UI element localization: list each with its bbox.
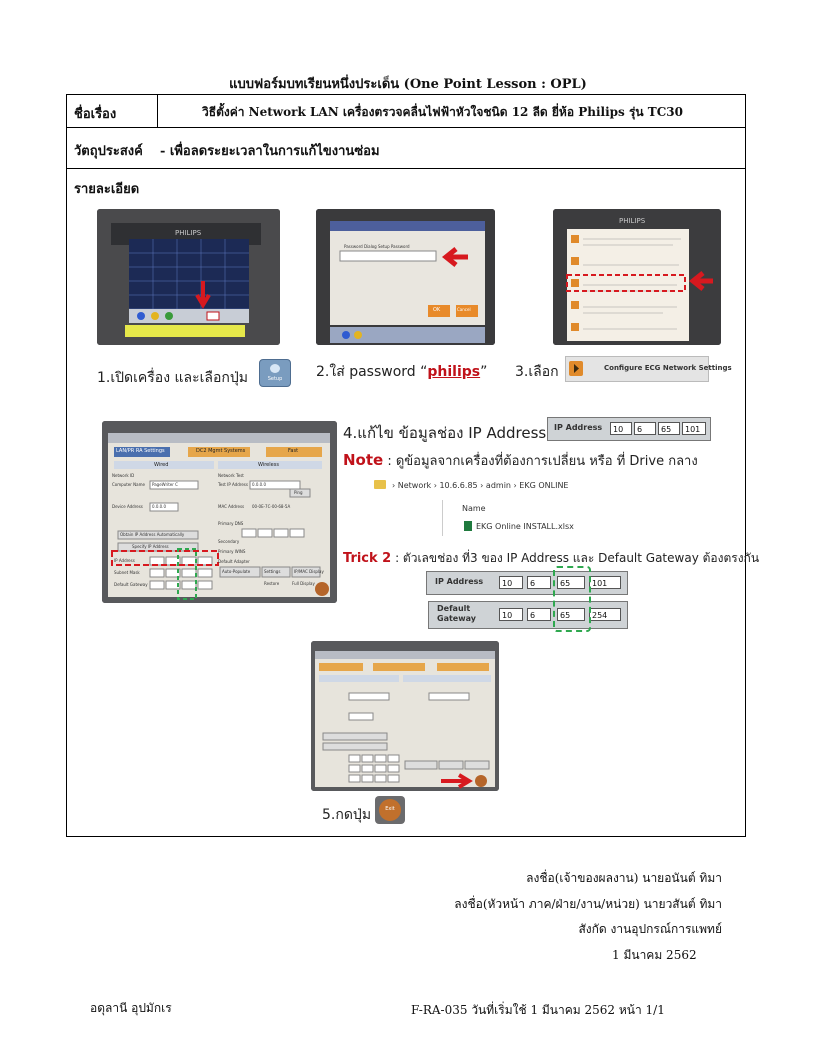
obtain-ip-button[interactable]: Obtain IP Address Automatically xyxy=(120,532,185,537)
setup-button[interactable] xyxy=(259,359,291,387)
brand-text: PHILIPS xyxy=(619,217,646,225)
note-label: Note xyxy=(343,451,384,469)
footer-right: F-RA-035 วันที่เริ่มใช้ 1 มีนาคม 2562 หน้า 1/1 xyxy=(411,1003,665,1017)
photo-ecg-screen xyxy=(97,209,280,345)
network-test-label: Network Test xyxy=(218,473,244,478)
step-1-caption: 1.เปิดเครื่อง และเลือกปุ่ม xyxy=(97,370,248,386)
ok-button[interactable]: OK xyxy=(433,307,441,313)
details-label: รายละเอียด xyxy=(74,182,140,197)
ip-address-example xyxy=(547,417,711,441)
auto-populate-button[interactable]: Auto-Populate xyxy=(222,569,251,574)
configure-ecg-network-button[interactable] xyxy=(565,356,732,382)
divider xyxy=(66,168,746,169)
objective-label: วัตถุประสงค์ xyxy=(74,144,143,159)
default-adapter-label: Default Adapter xyxy=(218,559,250,564)
gw-octet-1: 10 xyxy=(499,608,523,621)
step-2-caption xyxy=(316,361,487,383)
gear-icon xyxy=(270,364,280,373)
ip-address-label: IP Address xyxy=(114,558,135,563)
computer-name-value: PageWriter C xyxy=(152,482,178,487)
photo-password-dialog xyxy=(316,209,495,345)
excel-file-icon xyxy=(464,521,472,531)
ip-octet-3: 65 xyxy=(658,422,680,435)
cancel-button[interactable]: Cancel xyxy=(457,307,471,312)
trick-line xyxy=(343,549,759,568)
subtab-wired[interactable]: Wired xyxy=(154,462,169,468)
tab-mgmt-systems[interactable]: DC2 Mgmt Systems xyxy=(196,448,246,454)
step-3-caption: 3.เลือก xyxy=(515,364,559,380)
path-segment[interactable]: admin xyxy=(485,481,511,490)
trick-text: : ตัวเลขช่อง ที่3 ของ IP Address และ Default Gateway ต้องตรงกัน xyxy=(395,551,760,565)
test-ip-value: 0.0.0.0 xyxy=(252,482,266,487)
primary-wins-label: Primary WINS xyxy=(218,549,246,554)
subnet-mask-label: Subnet Mask xyxy=(114,570,140,575)
ip-octet-1: 10 xyxy=(499,576,523,589)
brand-text: PHILIPS xyxy=(175,229,202,237)
step-2-quote: ” xyxy=(480,364,488,380)
signature-owner: ลงชื่อ(เจ้าของผลงาน) นายอนันต์ ทิมา xyxy=(526,871,722,885)
exit-button[interactable] xyxy=(375,796,405,824)
tab-fast[interactable]: Fast xyxy=(288,448,299,454)
network-id-label: Network ID xyxy=(112,473,135,478)
subtab-wireless[interactable]: Wireless xyxy=(258,462,279,468)
explorer-path: › Network › 10.6.6.85 › admin › EKG ONLINE xyxy=(392,481,569,490)
note-line xyxy=(343,450,698,471)
default-gateway-label: Default Gateway xyxy=(114,582,148,587)
settings-button[interactable]: Settings xyxy=(264,569,281,574)
step-4-caption: 4.แก้ไข ข้อมูลช่อง IP Address xyxy=(343,424,547,442)
photo-network-settings-final xyxy=(311,641,499,791)
configure-ecg-label: Configure ECG Network Settings xyxy=(604,364,732,372)
step-5-caption: 5.กดปุ่ม xyxy=(322,807,372,823)
signature-date: 1 มีนาคม 2562 xyxy=(612,948,697,962)
test-ip-label: Test IP Address xyxy=(218,482,248,487)
path-segment[interactable]: EKG ONLINE xyxy=(519,481,569,490)
password-dialog-title: Password Dialog Setup Password xyxy=(344,244,410,249)
document-title: แบบฟอร์มบทเรียนหนึ่งประเด็น (One Point Lesson : OPL) xyxy=(229,77,587,92)
photo-setup-menu xyxy=(553,209,721,345)
objective-value: - เพื่อลดระยะเวลาในการแก้ไขงานซ่อม xyxy=(160,144,380,159)
tab-lan-settings[interactable]: LAN/PR RA Settings xyxy=(116,448,165,454)
step-2-text: 2.ใส่ password “ xyxy=(316,364,428,380)
topic-label: ชื่อเรื่อง xyxy=(74,107,117,122)
exit-button-label: Exit xyxy=(385,806,395,812)
divider xyxy=(157,94,158,128)
ip-octet-2: 6 xyxy=(527,576,551,589)
explorer-column-name[interactable]: Name xyxy=(462,504,486,513)
device-address-value: 0.0.0.0 xyxy=(152,504,166,509)
ip-octet-2: 6 xyxy=(634,422,656,435)
footer-left: อดุลานี อุปมักเร xyxy=(90,1001,172,1015)
ip-octet-4: 101 xyxy=(682,422,706,435)
setup-button-label: Setup xyxy=(267,376,283,382)
ip-address-compare xyxy=(426,571,628,595)
mac-address-value: 00-0E-7C-00-68-5A xyxy=(252,504,291,509)
password-word: philips xyxy=(427,364,481,380)
ip-display-button[interactable]: IP/MAC Display xyxy=(294,569,324,574)
arrow-right-icon xyxy=(569,361,583,376)
gw-octet-2: 6 xyxy=(527,608,551,621)
gateway-compare xyxy=(428,601,628,629)
photo-network-settings xyxy=(102,421,337,603)
ip-compare-label: IP Address xyxy=(435,577,484,586)
folder-icon xyxy=(374,480,386,489)
divider xyxy=(66,127,746,128)
gateway-compare-label: Default Gateway xyxy=(437,604,476,623)
restore-button[interactable]: Restore xyxy=(264,581,280,586)
mac-address-label: MAC Address xyxy=(218,504,245,509)
ip-address-example-label: IP Address xyxy=(554,423,603,432)
path-segment[interactable]: 10.6.6.85 xyxy=(439,481,478,490)
gw-octet-3: 65 xyxy=(557,608,585,621)
ping-button[interactable]: Ping xyxy=(294,490,303,495)
computer-name-label: Computer Name xyxy=(112,482,145,487)
specify-ip-button[interactable]: Specify IP Address xyxy=(132,544,169,549)
divider xyxy=(442,500,443,536)
ip-octet-4: 101 xyxy=(589,576,621,589)
trick-label: Trick 2 xyxy=(343,551,392,566)
device-address-label: Device Address xyxy=(112,504,143,509)
gw-octet-4: 254 xyxy=(589,608,621,621)
full-display-button[interactable]: Full Display xyxy=(292,581,315,586)
secondary-label: Secondary xyxy=(218,539,240,544)
explorer-file[interactable]: EKG Online INSTALL.xlsx xyxy=(476,522,574,531)
ip-octet-1: 10 xyxy=(610,422,632,435)
ip-octet-3: 65 xyxy=(557,576,585,589)
note-text: : ดูข้อมูลจากเครื่องที่ต้องการเปลี่ยน หรือ ที่ Drive กลาง xyxy=(387,454,698,469)
signature-head: ลงชื่อ(หัวหน้า ภาค/ฝ่าย/งาน/หน่วย) นายวสันต์ ทิมา xyxy=(454,897,722,911)
topic-value: วิธีตั้งค่า Network LAN เครื่องตรวจคลื่นไฟฟ้าหัวใจชนิด 12 ลีด ยี่ห้อ Philips รุ่น TC30 xyxy=(202,105,683,119)
highlight-third-octet xyxy=(553,566,591,632)
file-explorer-snippet xyxy=(372,478,602,540)
primary-dns-label: Primary DNS xyxy=(218,521,244,526)
path-segment[interactable]: Network xyxy=(397,481,432,490)
signature-dept: สังกัด งานอุปกรณ์การแพทย์ xyxy=(578,922,722,936)
